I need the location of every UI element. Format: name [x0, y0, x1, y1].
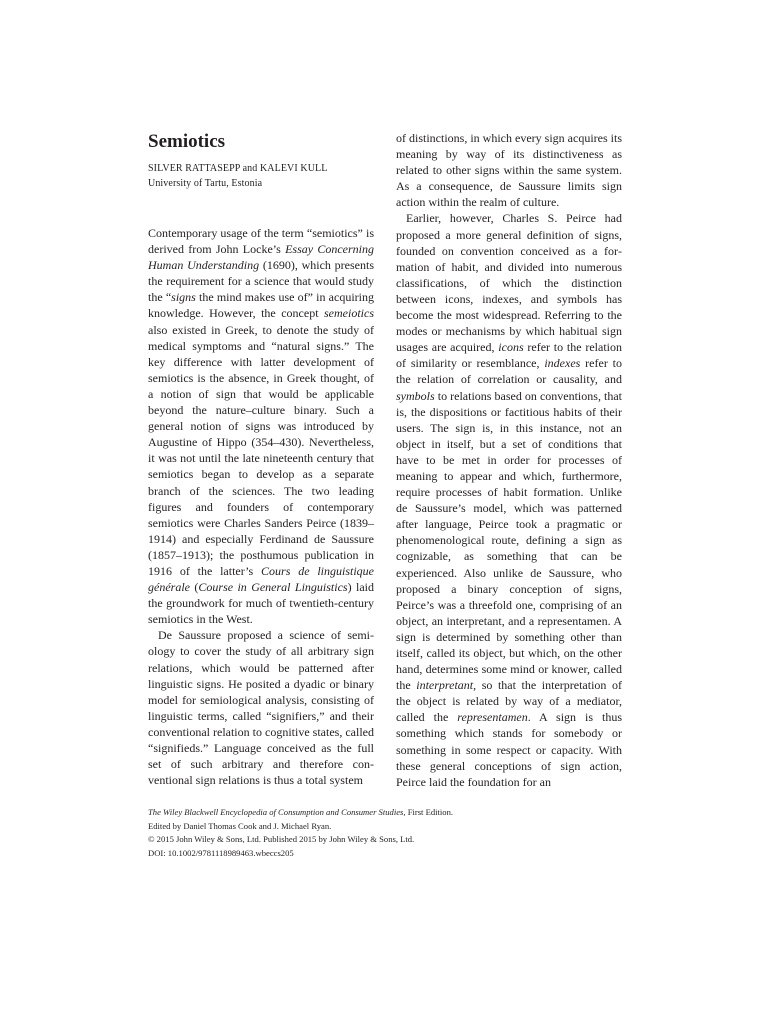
- italic-term: representamen: [457, 710, 528, 725]
- text-run: (1690), which presents the requirement for a science that would study the “: [148, 258, 374, 305]
- copyright-line: © 2015 John Wiley & Sons, Ltd. Published 2015 by John Wiley & Sons, Ltd.: [148, 834, 415, 845]
- text-run: refer to the relation of similarity or resemblance,: [396, 340, 622, 371]
- doi-line: DOI: 10.1002/9781118989463.wbeccs205: [148, 847, 294, 858]
- citation-footer: [148, 806, 628, 860]
- body-paragraph: [148, 627, 374, 788]
- text-run: ) laid the groundwork for much of twentieth-century semiotics in the West.: [148, 580, 374, 627]
- right-column-body: [396, 130, 622, 790]
- citation-title: The Wiley Blackwell Encyclopedia of Consumption and Consumer Studies: [148, 807, 404, 817]
- text-run: also existed in Greek, to denote the study of medical symptoms and “natural signs.” The key difference with latter development of semiotics is the absence, in Greek thought, of a notion of sign that would be applicable beyond the nature–culture binary. Such a general notion of signs was introduced by Augustine of Hippo (354–430). Nevertheless, it was not until the late nineteenth century that semiotics began to develop as a separate branch of the sciences. The two leading figures and founders of contemporary semiotics were Charles Sanders Peirce (1839–1914) and especially Ferdinand de Saussure (1857–1913); the posthumous publication in 1916 of the latter’s: [148, 322, 374, 578]
- citation-editors: Edited by Daniel Thomas Cook and J. Michael Ryan.: [148, 820, 332, 831]
- text-run: De Saussure proposed a science of semiology to cover the study of all arbitrary sign relations, which would be patterned after linguistic signs. He posited a dyadic or binary model for semiological analysis, consisting of linguistic terms, called “signifiers,” and their conventional relation to cognitive states, called “signifieds.” Language conceived as the full set of such arbitrary and therefore conventional sign relations is thus a total system: [148, 628, 374, 788]
- text-run: , so that the interpretation of the object is related by way of a mediator, called the: [396, 678, 622, 725]
- left-column: [148, 130, 374, 788]
- citation-line: [148, 806, 628, 820]
- text-run: (: [189, 580, 199, 595]
- text-run: of distinctions, in which every sign acquires its meaning by way of its distinctiveness as related to other signs within the same system. As a consequence, de Saussure limits sign action within the realm of culture.: [396, 131, 622, 210]
- citation-edition: , First Edition.: [403, 807, 454, 817]
- text-run: refer to the relation of correlation or causality, and: [396, 356, 622, 387]
- italic-term: indexes: [544, 356, 581, 371]
- italic-term: icons: [498, 340, 524, 355]
- body-paragraph: [396, 130, 622, 210]
- italic-term: symbols: [396, 388, 435, 403]
- italic-term: Cours de linguistique générale: [148, 563, 374, 595]
- right-column: [396, 130, 622, 790]
- article-authors: SILVER RATTASEPP and KALEVI KULL: [148, 163, 328, 174]
- text-run: the mind makes use of” in acquiring knowledge. However, the concept: [148, 290, 374, 321]
- text-run: to relations based on conventions, that is, the dispositions or factitious habits of their users. The sign is, in this instance, not an object in itself, but a set of conditions that have to be met in order for processes of meaning to appear and which, furthermore, require processes of habit formation. Unlike de Saussure’s model, which was patterned after language, Peirce took a pragmatic or phenomenological route, defining a sign as cognizable, as something that can be experienced. Also unlike de Saussure, who proposed a binary conception of signs, Peirce’s was a threefold one, comprising of an object, an interpretant, and a representamen. A sign is determined by something other than itself, called its object, but which, on the other hand, determines some mind or knower, called the: [396, 388, 622, 693]
- italic-term: Essay Concerning Human Understanding: [148, 242, 375, 273]
- text-run: . A sign is thus something which stands for somebody or something in some respect or capacity. With these general conceptions of sign action, Peirce laid the foundation for an: [396, 710, 622, 789]
- body-paragraph: [396, 210, 622, 789]
- text-run: Contemporary usage of the term “semiotics” is derived from John Locke’s: [148, 226, 374, 257]
- body-paragraph: [148, 225, 374, 627]
- left-column-body: [148, 225, 374, 788]
- italic-term: Course in General Linguistics: [198, 580, 348, 595]
- article-title: Semiotics: [148, 131, 226, 152]
- article-affiliation: University of Tartu, Estonia: [148, 178, 263, 189]
- italic-term: semeiotics: [324, 306, 374, 321]
- italic-term: interpretant: [416, 678, 474, 693]
- text-run: Earlier, however, Charles S. Peirce had proposed a more general definition of signs, founded on convention conceived as a formation of habit, and divided into numerous classifications, of which the distinction between icons, indexes, and symbols has become the most widespread. Referring to the modes or mechanisms by which habitual sign usages are acquired,: [396, 211, 622, 355]
- italic-term: signs: [171, 290, 196, 305]
